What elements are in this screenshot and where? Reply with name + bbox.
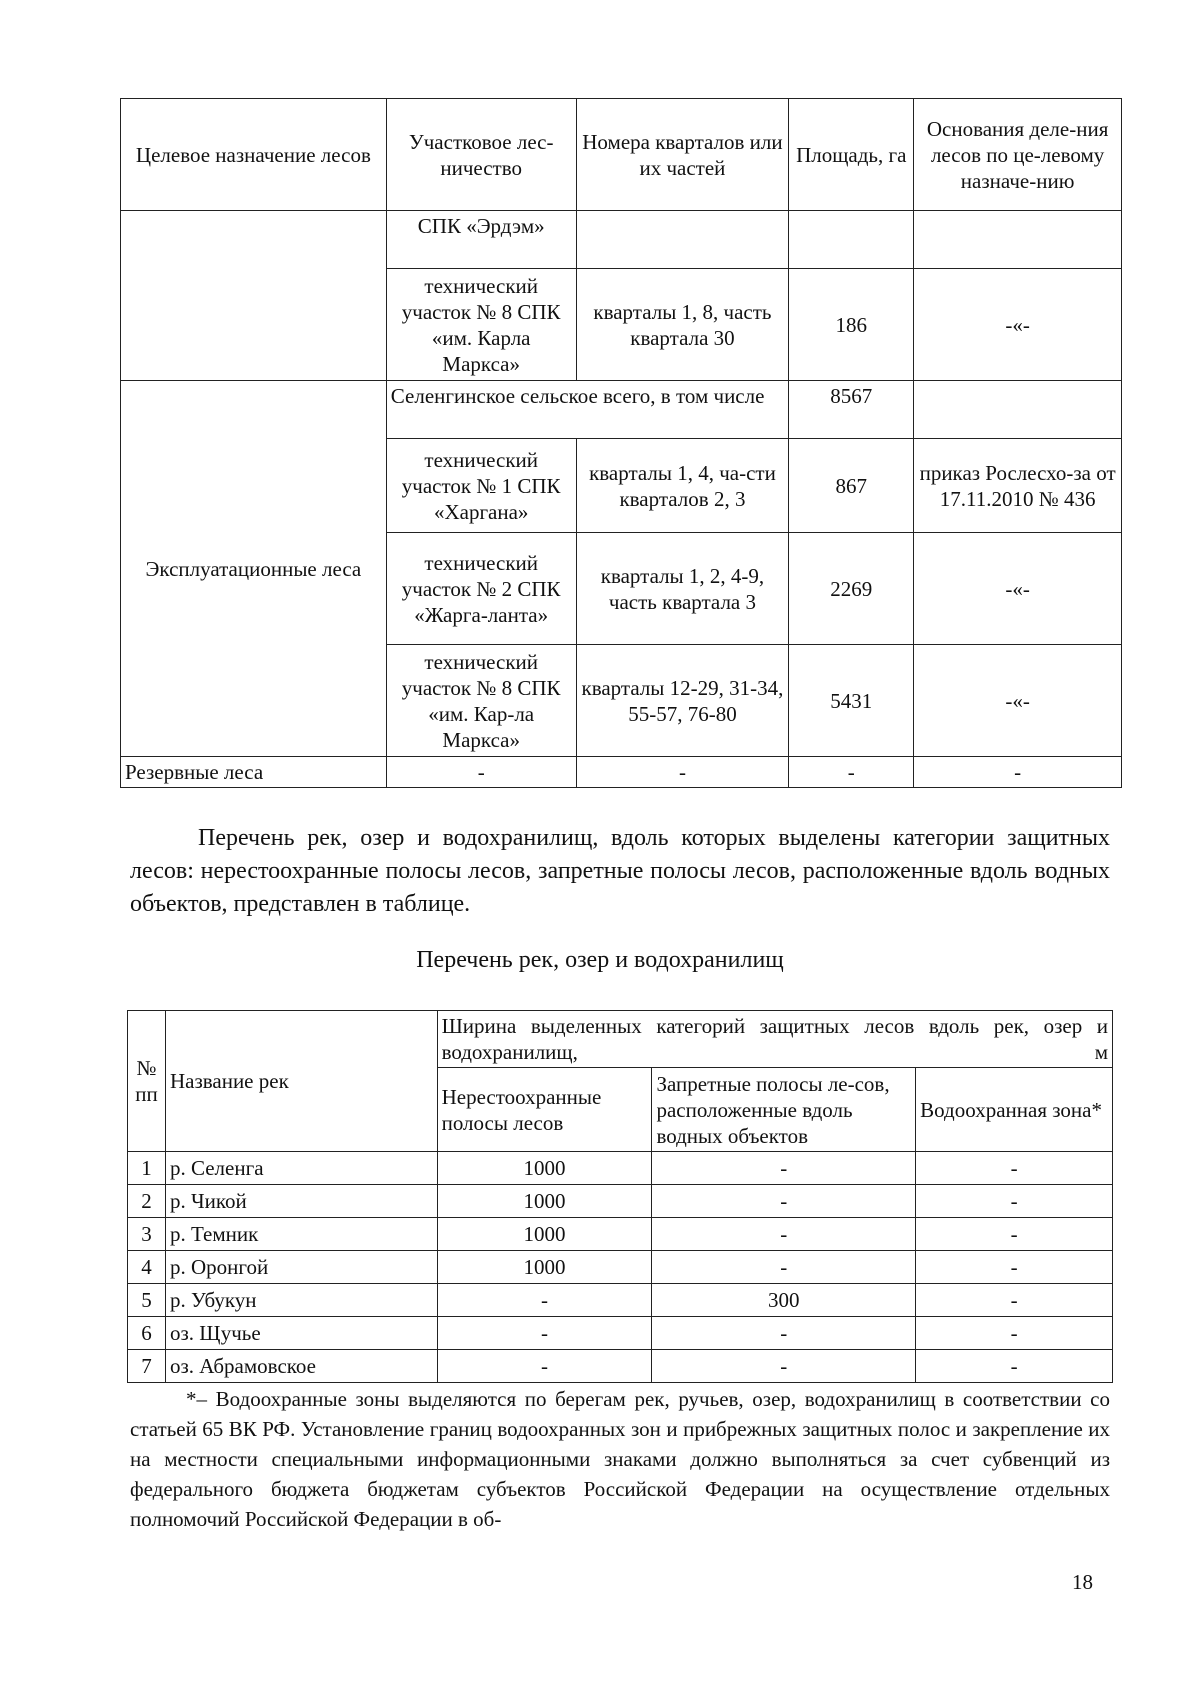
row-name-cell: оз. Абрамовское <box>165 1350 437 1383</box>
header-area: Площадь, га <box>789 99 914 211</box>
table-row <box>128 1218 1113 1251</box>
blocks-cell: кварталы 1, 4, ча-сти кварталов 2, 3 <box>576 439 789 533</box>
footnote: *– Водоохранные зоны выделяются по берегам рек, ручьев, озер, водохранилищ в соответствии со статьей 65 ВК РФ. Установление границ водоохранных зон и прибрежных защитных полос и закрепление их на местности специальными информационными знаками должно выполняться за счет субвенций из федерального бюджета бюджетам субъектов Российской Федерации на осуществление отдельных полномочий Российской Федерации в об- <box>130 1387 1110 1531</box>
forestry-cell: СПК «Эрдэм» <box>386 211 576 269</box>
table-row <box>128 1284 1113 1317</box>
header-name: Название рек <box>165 1011 437 1152</box>
row-name-cell: р. Оронгой <box>165 1251 437 1284</box>
row-water-zone-cell: - <box>916 1185 1113 1218</box>
header-width-group: Ширина выделенных категорий защитных лесов вдоль рек, озер и водохранилищ, м <box>437 1011 1112 1068</box>
row-num-cell: 2 <box>128 1185 166 1218</box>
row-water-zone-cell: - <box>916 1218 1113 1251</box>
basis-cell <box>914 381 1122 439</box>
rivers-table <box>127 1010 1113 1383</box>
table-row <box>128 1350 1113 1383</box>
forestry-cell: технический участок № 8 СПК «им. Карла Маркса» <box>386 269 576 381</box>
row-name-cell: р. Темник <box>165 1218 437 1251</box>
blocks-cell: кварталы 1, 2, 4-9, часть квартала 3 <box>576 533 789 645</box>
basis-cell <box>914 211 1122 269</box>
row-name-cell: р. Убукун <box>165 1284 437 1317</box>
row-name-cell: оз. Щучье <box>165 1317 437 1350</box>
forest-purpose-table <box>120 98 1122 788</box>
row-water-zone-cell: - <box>916 1251 1113 1284</box>
row-spawning-cell: 1000 <box>437 1218 652 1251</box>
header-water-zone: Водоохранная зона* <box>916 1068 1113 1152</box>
row-prohibited-cell: - <box>652 1350 916 1383</box>
row-water-zone-cell: - <box>916 1152 1113 1185</box>
header-forestry: Участковое лес-ничество <box>386 99 576 211</box>
forestry-cell: - <box>386 757 576 788</box>
area-cell: 867 <box>789 439 914 533</box>
row-num-cell: 1 <box>128 1152 166 1185</box>
row-water-zone-cell: - <box>916 1284 1113 1317</box>
row-name-cell: р. Селенга <box>165 1152 437 1185</box>
row-spawning-cell: - <box>437 1350 652 1383</box>
reserve-purpose-cell: Резервные леса <box>121 757 387 788</box>
row-num-cell: 7 <box>128 1350 166 1383</box>
row-water-zone-cell: - <box>916 1350 1113 1383</box>
blocks-cell: - <box>576 757 789 788</box>
blocks-cell: кварталы 1, 8, часть квартала 30 <box>576 269 789 381</box>
header-prohibited: Запретные полосы ле-сов, расположенные вдоль водных объектов <box>652 1068 916 1152</box>
group-purpose-cell: Эксплуатационные леса <box>121 381 387 757</box>
row-num-cell: 6 <box>128 1317 166 1350</box>
table-row <box>128 1251 1113 1284</box>
area-cell <box>789 211 914 269</box>
row-spawning-cell: 1000 <box>437 1152 652 1185</box>
area-cell: 5431 <box>789 645 914 757</box>
row-spawning-cell: - <box>437 1284 652 1317</box>
row-spawning-cell: - <box>437 1317 652 1350</box>
blocks-cell: кварталы 12-29, 31-34, 55-57, 76-80 <box>576 645 789 757</box>
row-prohibited-cell: - <box>652 1185 916 1218</box>
forestry-cell: технический участок № 2 СПК «Жарга-ланта» <box>386 533 576 645</box>
empty-purpose-cell <box>121 211 387 381</box>
page-number: 18 <box>1072 1570 1093 1594</box>
forestry-cell: технический участок № 8 СПК «им. Кар-ла Маркса» <box>386 645 576 757</box>
row-prohibited-cell: - <box>652 1218 916 1251</box>
basis-cell: - <box>914 757 1122 788</box>
basis-cell: -«- <box>914 269 1122 381</box>
header-basis: Основания деле-ния лесов по це-левому назначе-нию <box>914 99 1122 211</box>
row-water-zone-cell: - <box>916 1317 1113 1350</box>
subtotal-area-cell: 8567 <box>789 381 914 439</box>
row-prohibited-cell: - <box>652 1251 916 1284</box>
header-spawning: Нерестоохранные полосы лесов <box>437 1068 652 1152</box>
table-row <box>128 1317 1113 1350</box>
row-spawning-cell: 1000 <box>437 1185 652 1218</box>
row-name-cell: р. Чикой <box>165 1185 437 1218</box>
table-row <box>128 1185 1113 1218</box>
area-cell: 186 <box>789 269 914 381</box>
row-num-cell: 4 <box>128 1251 166 1284</box>
forestry-cell: технический участок № 1 СПК «Харгана» <box>386 439 576 533</box>
basis-cell: -«- <box>914 645 1122 757</box>
row-prohibited-cell: 300 <box>652 1284 916 1317</box>
area-cell: 2269 <box>789 533 914 645</box>
basis-cell: -«- <box>914 533 1122 645</box>
row-num-cell: 3 <box>128 1218 166 1251</box>
header-purpose: Целевое назначение лесов <box>121 99 387 211</box>
row-prohibited-cell: - <box>652 1152 916 1185</box>
blocks-cell <box>576 211 789 269</box>
header-blocks: Номера кварталов или их частей <box>576 99 789 211</box>
intro-paragraph: Перечень рек, озер и водохранилищ, вдоль которых выделены категории защитных лесов: нерестоохранные полосы лесов, запретные полосы лесов, расположенные вдоль водных объектов, представлен в таблице. <box>130 825 1110 917</box>
subtotal-label-cell: Селенгинское сельское всего, в том числе <box>386 381 789 439</box>
row-prohibited-cell: - <box>652 1317 916 1350</box>
row-spawning-cell: 1000 <box>437 1251 652 1284</box>
basis-cell: приказ Рослесхо-за от 17.11.2010 № 436 <box>914 439 1122 533</box>
header-num: № пп <box>128 1011 166 1152</box>
area-cell: - <box>789 757 914 788</box>
table-row <box>128 1152 1113 1185</box>
rivers-table-title: Перечень рек, озер и водохранилищ <box>416 947 784 973</box>
row-num-cell: 5 <box>128 1284 166 1317</box>
